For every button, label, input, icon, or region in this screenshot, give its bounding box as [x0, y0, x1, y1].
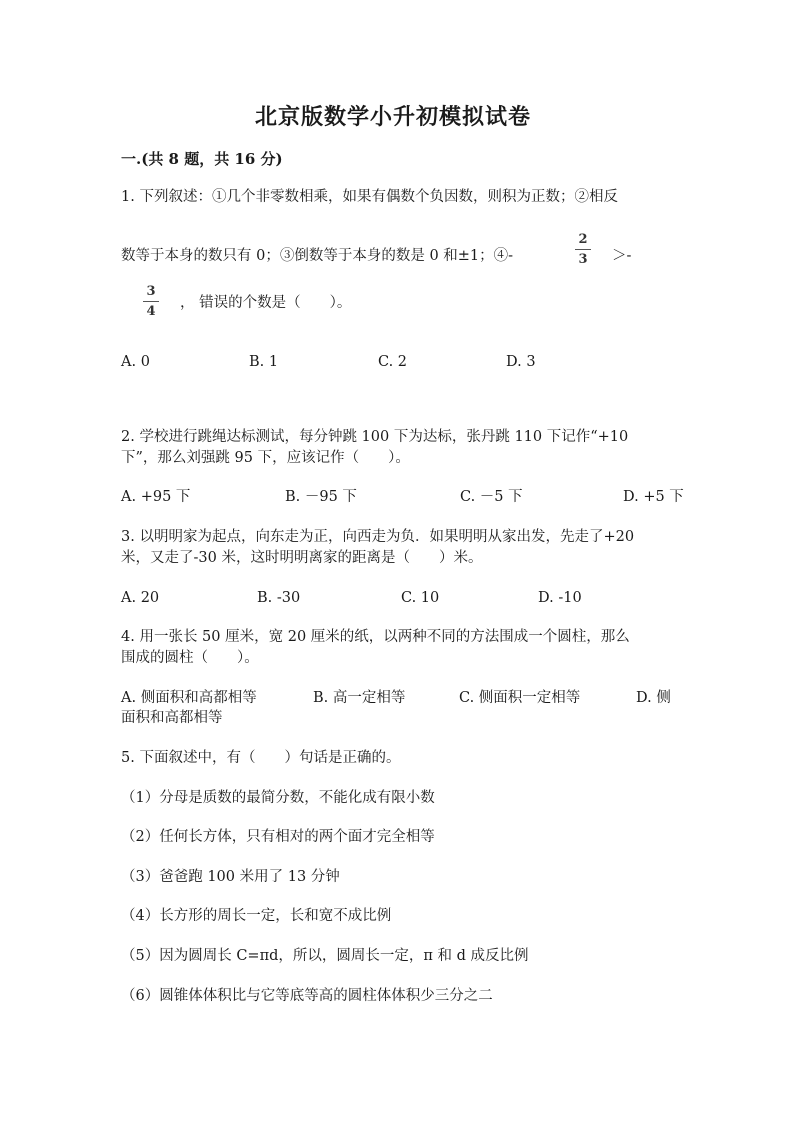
- option-b[interactable]: B. 高一定相等: [313, 690, 406, 706]
- fraction-denominator: 4: [146, 304, 156, 319]
- option-b[interactable]: B. 1: [249, 354, 279, 370]
- section-heading: 一.(共 8 题，共 16 分): [121, 150, 283, 168]
- option-a[interactable]: A. 侧面积和高都相等: [121, 690, 257, 706]
- option-a[interactable]: A. 20: [121, 590, 160, 606]
- question-3-line-1: 3. 以明明家为起点，向东走为正，向西走为负．如果明明从家出发，先走了+20: [121, 529, 635, 545]
- exam-title: 北京版数学小升初模拟试卷: [255, 104, 532, 130]
- fraction-denominator: 3: [578, 252, 588, 267]
- fraction-numerator: 2: [578, 232, 588, 247]
- statement-4: （4）长方形的周长一定，长和宽不成比例: [121, 908, 392, 924]
- option-b[interactable]: B. －95 下: [285, 489, 357, 505]
- question-2-line-1: 2. 学校进行跳绳达标测试，每分钟跳 100 下为达标，张丹跳 110 下记作“+10: [121, 429, 629, 445]
- question-1-line-1: 1. 下列叙述：①几个非零数相乘，如果有偶数个负因数，则积为正数；②相反: [121, 189, 618, 205]
- option-d[interactable]: D. 侧: [636, 690, 671, 706]
- option-d-wrap[interactable]: 面积和高都相等: [121, 710, 223, 726]
- statement-2: （2）任何长方体，只有相对的两个面才完全相等: [121, 829, 435, 845]
- question-1-line-2: 数等于本身的数只有 0；③倒数等于本身的数是 0 和±1；④-: [121, 248, 514, 264]
- question-3-line-2: 米，又走了-30 米，这时明明离家的距离是（ ）米。: [121, 550, 483, 566]
- statement-1: （1）分母是质数的最简分数，不能化成有限小数: [121, 790, 435, 806]
- fraction-bar: [143, 301, 159, 302]
- fraction-bar: [575, 249, 591, 250]
- option-c[interactable]: C. 侧面积一定相等: [459, 690, 581, 706]
- fraction-numerator: 3: [146, 284, 156, 299]
- fraction-three-fourths: [143, 284, 159, 319]
- fraction-two-thirds: [575, 232, 591, 267]
- option-a[interactable]: A. 0: [121, 354, 150, 370]
- statement-5: （5）因为圆周长 C=πd，所以，圆周长一定，π 和 d 成反比例: [121, 948, 529, 964]
- greater-than-sign: ＞-: [612, 248, 632, 264]
- question-5-line-1: 5. 下面叙述中，有（ ）句话是正确的。: [121, 750, 401, 766]
- option-b[interactable]: B. -30: [257, 590, 301, 606]
- option-c[interactable]: C. 10: [401, 590, 440, 606]
- option-d[interactable]: D. 3: [506, 354, 536, 370]
- option-c[interactable]: C. 2: [378, 354, 408, 370]
- question-4-line-2: 围成的圆柱（ ）。: [121, 650, 259, 666]
- option-a[interactable]: A. +95 下: [121, 489, 191, 505]
- statement-6: （6）圆锥体体积比与它等底等高的圆柱体体积少三分之二: [121, 988, 493, 1004]
- option-d[interactable]: D. +5 下: [623, 489, 684, 505]
- question-2-line-2: 下”，那么刘强跳 95 下，应该记作（ ）。: [121, 450, 410, 466]
- option-c[interactable]: C. －5 下: [460, 489, 523, 505]
- option-d[interactable]: D. -10: [538, 590, 582, 606]
- question-4-line-1: 4. 用一张长 50 厘米，宽 20 厘米的纸，以两种不同的方法围成一个圆柱，那么: [121, 629, 630, 645]
- statement-3: （3）爸爸跑 100 米用了 13 分钟: [121, 869, 340, 885]
- question-1-line-3: ， 错误的个数是（ ）。: [180, 295, 352, 311]
